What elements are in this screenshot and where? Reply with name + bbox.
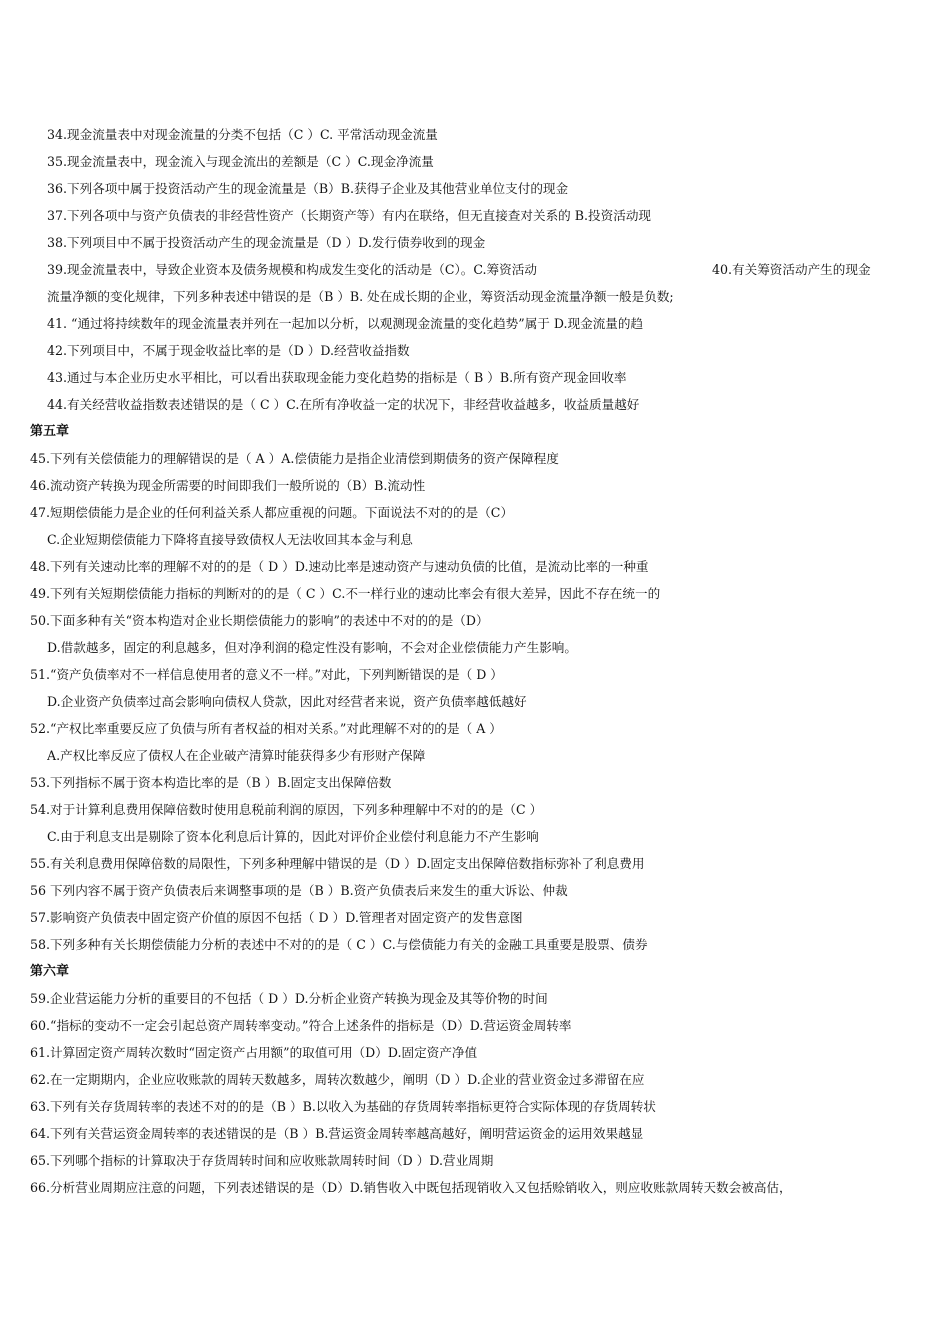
question-51: 51.“资产负债率对不一样信息使用者的意义不一样。”对此，下列判断错误的是（ D ）: [30, 667, 503, 682]
chapter-heading-6: 第六章: [30, 964, 70, 979]
question-56: 56 下列内容不属于资产负债表后来调整事项的是（B ）B.资产负债表后来发生的重大诉讼、仲裁: [30, 883, 568, 898]
question-35: 35.现金流量表中，现金流入与现金流出的差额是（C ）C.现金净流量: [47, 154, 434, 169]
question-39-row: [47, 256, 927, 283]
question-34: 34.现金流量表中对现金流量的分类不包括（C ）C. 平常活动现金流量: [47, 127, 438, 142]
question-43: 43.通过与本企业历史水平相比，可以看出获取现金能力变化趋势的指标是（ B ）B.所有资产现金回收率: [47, 370, 627, 385]
question-45: 45.下列有关偿债能力的理解错误的是（ A ）A.偿债能力是指企业清偿到期债务的资产保障程度: [30, 451, 559, 466]
question-36: 36.下列各项中属于投资活动产生的现金流量是（B）B.获得子企业及其他营业单位支付的现金: [47, 181, 569, 196]
question-54: 54.对于计算利息费用保障倍数时使用息税前利润的原因，下列多种理解中不对的的是（C ）: [30, 802, 543, 817]
question-38: 38.下列项目中不属于投资活动产生的现金流量是（D ）D.发行债券收到的现金: [47, 235, 486, 250]
question-41: 41. “通过将持续数年的现金流量表并列在一起加以分析，以观测现金流量的变化趋势”属于 D.现金流量的趋: [47, 316, 644, 331]
question-37: 37.下列各项中与资产负债表的非经营性资产（长期资产等）有内在联络，但无直接查对关系的 B.投资活动现: [47, 208, 652, 223]
question-39: 39.现金流量表中，导致企业资本及债务规模和构成发生变化的活动是（C）。C.筹资活动: [47, 262, 537, 277]
question-47: 47.短期偿债能力是企业的任何利益关系人都应重视的问题。下面说法不对的的是（C）: [30, 505, 514, 520]
answer-51: D.企业资产负债率过高会影响向债权人贷款，因此对经营者来说，资产负债率越低越好: [47, 694, 527, 709]
question-44: 44.有关经营收益指数表述错误的是（ C ）C.在所有净收益一定的状况下，非经营收益越多，收益质量越好: [47, 397, 640, 412]
question-50: 50.下面多种有关“资本构造对企业长期偿债能力的影响”的表述中不对的的是（D）: [30, 613, 489, 628]
question-55: 55.有关利息费用保障倍数的局限性，下列多种理解中错误的是（D ）D.固定支出保障倍数指标弥补了利息费用: [30, 856, 645, 871]
question-60: 60.“指标的变动不一定会引起总资产周转率变动。”符合上述条件的指标是（D）D.营运资金周转率: [30, 1018, 572, 1033]
question-59: 59.企业营运能力分析的重要目的不包括（ D ）D.分析企业资产转换为现金及其等价物的时间: [30, 991, 548, 1006]
question-46: 46.流动资产转换为现金所需要的时间即我们一般所说的（B）B.流动性: [30, 478, 426, 493]
question-40-start: 40.有关筹资活动产生的现金: [712, 262, 871, 277]
question-61: 61.计算固定资产周转次数时“固定资产占用额”的取值可用（D）D.固定资产净值: [30, 1045, 478, 1060]
question-52: 52.“产权比率重要反应了负债与所有者权益的相对关系。”对此理解不对的的是（ A ）: [30, 721, 502, 736]
answer-47: C.企业短期偿债能力下降将直接导致债权人无法收回其本金与利息: [47, 532, 413, 547]
chapter-heading-5: 第五章: [30, 424, 70, 439]
answer-50: D.借款越多，固定的利息越多，但对净利润的稳定性没有影响，不会对企业偿债能力产生影响。: [47, 640, 577, 655]
question-65: 65.下列哪个指标的计算取决于存货周转时间和应收账款周转时间（D ）D.营业周期: [30, 1153, 494, 1168]
answer-54: C.由于利息支出是剔除了资本化利息后计算的，因此对评价企业偿付利息能力不产生影响: [47, 829, 539, 844]
question-53: 53.下列指标不属于资本构造比率的是（B ）B.固定支出保障倍数: [30, 775, 392, 790]
question-63: 63.下列有关存货周转率的表述不对的的是（B ）B.以收入为基础的存货周转率指标更符合实际体现的存货周转状: [30, 1099, 656, 1114]
question-62: 62.在一定期期内，企业应收账款的周转天数越多，周转次数越少，阐明（D ）D.企业的营业资金过多滞留在应: [30, 1072, 645, 1087]
question-64: 64.下列有关营运资金周转率的表述错误的是（B ）B.营运资金周转率越高越好，阐明营运资金的运用效果越显: [30, 1126, 644, 1141]
question-66: 66.分析营业周期应注意的问题，下列表述错误的是（D）D.销售收入中既包括现销收入又包括赊销收入，则应收账款周转天数会被高估，: [30, 1180, 792, 1195]
question-48: 48.下列有关速动比率的理解不对的的是（ D ）D.速动比率是速动资产与速动负债的比值，是流动比率的一种重: [30, 559, 649, 574]
question-49: 49.下列有关短期偿债能力指标的判断对的的是（ C ）C.不一样行业的速动比率会有很大差异，因此不存在统一的: [30, 586, 661, 601]
answer-52: A.产权比率反应了债权人在企业破产清算时能获得多少有形财产保障: [47, 748, 426, 763]
question-58: 58.下列多种有关长期偿债能力分析的表述中不对的的是（ C ）C.与偿债能力有关的金融工具重要是股票、债券: [30, 937, 648, 952]
question-40-cont: 流量净额的变化规律，下列多种表述中错误的是（B ）B. 处在成长期的企业，筹资活动现金流量净额一般是负数;: [47, 289, 674, 304]
question-42: 42.下列项目中，不属于现金收益比率的是（D ）D.经营收益指数: [47, 343, 410, 358]
question-57: 57.影响资产负债表中固定资产价值的原因不包括（ D ）D.管理者对固定资产的发售意图: [30, 910, 523, 925]
